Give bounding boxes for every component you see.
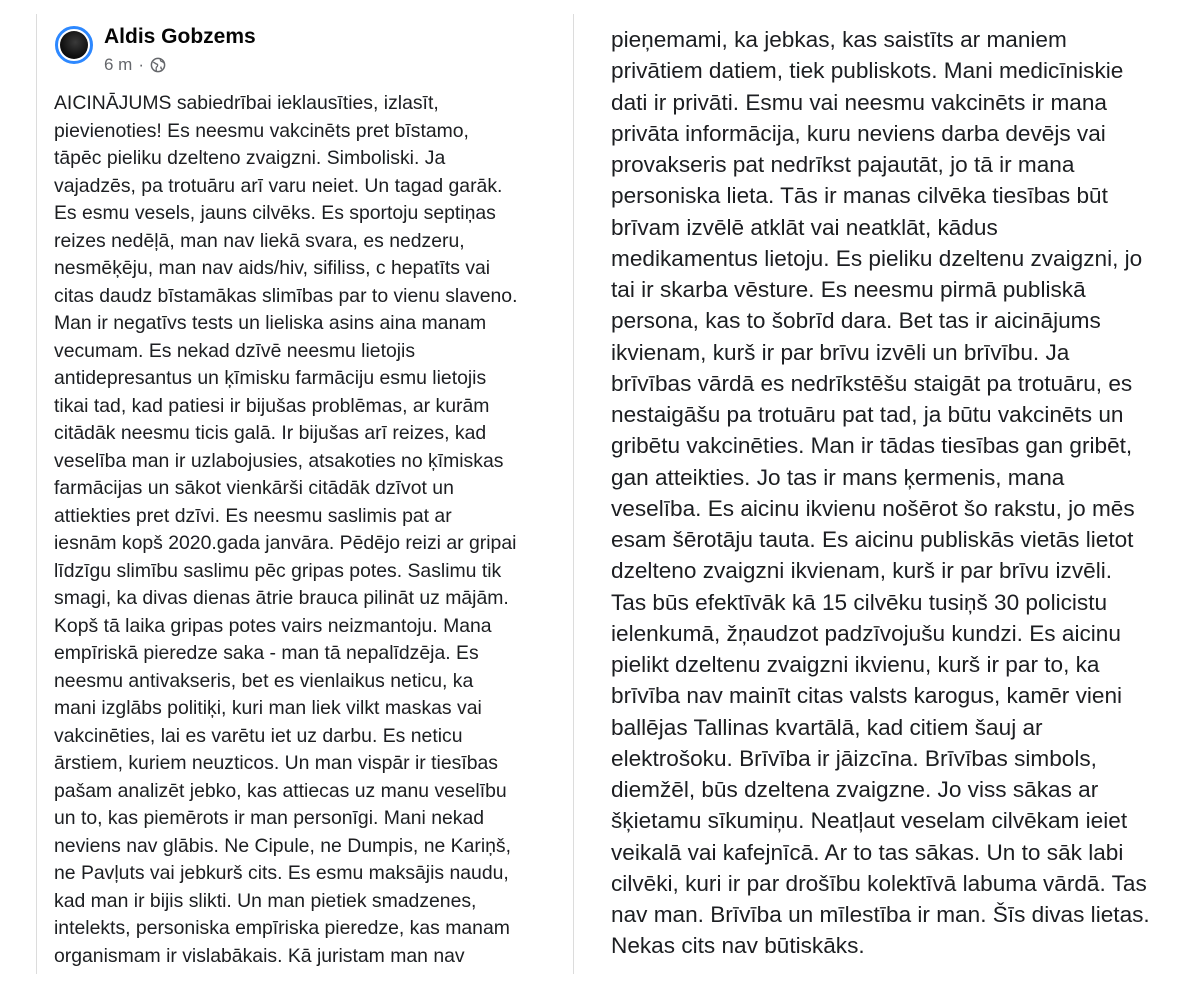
meta-separator: · [138,55,145,74]
avatar-image [60,31,88,59]
avatar[interactable] [55,26,93,64]
globe-icon[interactable] [150,57,166,73]
post-card [36,14,574,974]
author-name[interactable]: Aldis Gobzems [104,25,256,48]
post-text-column-2: pieņemami, ka jebkas, kas saistīts ar maniem privātiem datiem, tiek publiskots. Mani medicīniskie dati ir privāti. Esmu vai neesmu vakcinēts ir mana privāta informācija, kuru neviens darba devējs vai provakseris pat nedrīkst pajautāt, jo tā ir mana personiska lieta. Tās ir manas cilvēka tiesības būt brīvam izvēlē atklāt vai neatklāt, kādus medikamentus lietoju. Es pieliku dzeltenu zvaigzni, jo tai ir skarba vēsture. Es neesmu pirmā publiskā persona, kas to šobrīd dara. Bet tas ir aicinājums ikvienam, kurš ir par brīvu izvēli un brīvību. Ja brīvības vārdā es nedrīkstēšu staigāt pa trotuāru, es nestaigāšu pa trotuāru pat tad, ja būtu vakcinēts un gribētu vakcinēties. Man ir tādas tiesības gan gribēt, gan atteikties. Jo tas ir mans ķermenis, mana veselība. Es aicinu ikvienu nošērot šo rakstu, jo mēs esam šērotāju tauta. Es aicinu publiskās vietās lietot dzelteno zvaigzni ikvienam, kurš ir par brīvu izvēli. Tas būs efektīvāk kā 15 cilvēku tusiņš 30 policistu ielenkumā, žņaudzot padzīvojušu kundzi. Es aicinu pielikt dzeltenu zvaigzni ikvienu, kurš ir par to, ka brīvība nav mainīt citas valsts karogus, kamēr vieni ballējas Tallinas kvartālā, kad citiem šauj ar elektrošoku. Brīvība ir jāizcīna. Brīvības simbols, diemžēl, būs dzeltena zvaigzne. Jo viss sākas ar šķietamu sīkumiņu. Neatļaut veselam cilvēkam ieiet veikalā vai kafejnīcā. Ar to tas sākas. Un to sāk labi cilvēki, kuri ir par drošību kolektīvā labuma vārdā. Tas nav man. Brīvība un mīlestība ir man. Šīs divas lietas. Nekas cits nav būtiskāks. [611,27,1150,959]
post-time[interactable]: 6 m [104,55,133,74]
post-meta [104,55,166,75]
post-text-column-1: AICINĀJUMS sabiedrībai ieklausīties, izlasīt, pievienoties! Es neesmu vakcinēts pret bīstamo, tāpēc pieliku dzelteno zvaigzni. Simboliski. Ja vajadzēs, pa trotuāru arī varu neiet. Un tagad garāk. Es esmu vesels, jauns cilvēks. Es sportoju septiņas reizes nedēļā, man nav liekā svara, es nedzeru, nesmēķēju, man nav aids/hiv, sifiliss, c hepatīts vai citas daudz bīstamākas slimības par to vienu slaveno. Man ir negatīvs tests un lieliska asins aina manam vecumam. Es nekad dzīvē neesmu lietojis antidepresantus un ķīmisku farmāciju esmu lietojis tikai tad, kad patiesi ir bijušas problēmas, ar kurām citādāk neesmu ticis galā. Ir bijušas arī reizes, kad veselība man ir uzlabojusies, atsakoties no ķīmiskas farmācijas un sākot vienkārši citādāk dzīvot un attiekties pret dzīvi. Es neesmu saslimis pat ar iesnām kopš 2020.gada janvāra. Pēdējo reizi ar gripai līdzīgu slimību saslimu pēc gripas potes. Saslimu tik smagi, ka divas dienas ātrie brauca pilināt uz mājām. Kopš tā laika gripas potes vairs neizmantoju. Mana empīriskā pieredze saka - man tā nepalīdzēja. Es neesmu antivakseris, bet es vienlaikus neticu, ka mani izglābs politiķi, kuri man liek vilkt maskas vai vakcinēties, lai es varētu iet uz darbu. Es neticu ārstiem, kuriem neuzticos. Un man vispār ir tiesības pašam analizēt jebko, kas attiecas uz manu veselību un to, kas piemērots ir man personīgi. Mani nekad neviens nav glābis. Ne Cipule, ne Dumpis, ne Kariņš, ne Pavļuts vai jebkurš cits. Es esmu maksājis naudu, kad man ir bijis slikti. Un man pietiek smadzenes, intelekts, personiska empīriska pieredze, kas manam organismam ir vislabākais. Kā juristam man nav [54,92,518,967]
